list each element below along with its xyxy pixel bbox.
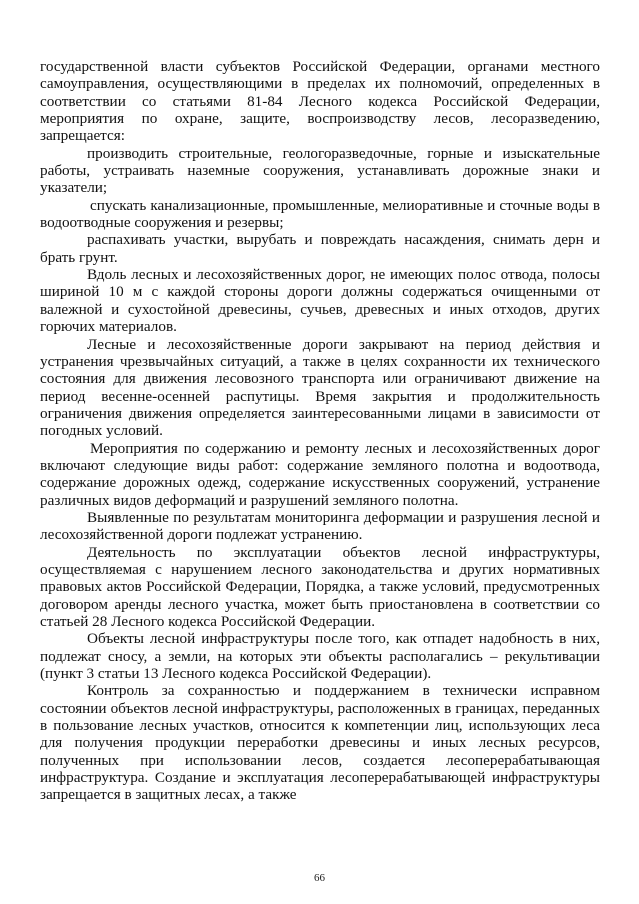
paragraph: Мероприятия по содержанию и ремонту лесных и лесохозяйственных дорог включают следующие виды работ: содержание земляного полотна и водоотвода, содержание дорожных одежд, содержание искусственных сооружений, устранение различных видов деформаций и разрушений земляного полотна. [40,439,600,509]
list-item: распахивать участки, вырубать и повреждать насаждения, снимать дерн и брать грунт. [40,231,600,266]
list-item: производить строительные, геологоразведочные, горные и изыскательные работы, устраивать наземные сооружения, устанавливать дорожные знаки и указатели; [40,144,600,197]
paragraph: Деятельность по эксплуатации объектов лесной инфраструктуры, осуществляемая с нарушением лесного законодательства и других нормативных правовых актов Российской Федерации, Порядка, а также условий, предусмотренных договором аренды лесного участка, может быть приостановлена в соответствии со статьей 28 Лесного кодекса Российской Федерации. [40,543,600,630]
list-item: спускать канализационные, промышленные, мелиоративные и сточные воды в водоотводные сооружения и резервы; [40,196,600,232]
body-text [40,58,600,804]
paragraph: Объекты лесной инфраструктуры после того, как отпадет надобность в них, подлежат сносу, а земли, на которых эти объекты располагались – рекультивации (пункт 3 статьи 13 Лесного кодекса Российской Федерации). [40,630,600,683]
paragraph: государственной власти субъектов Российской Федерации, органами местного самоуправления, осуществляющими в пределах их полномочий, определенных в соответствии со статьями 81-84 Лесного кодекса Российской Федерации, мероприятия по охране, защите, воспроизводству лесов, лесоразведению, запрещается: [40,58,600,145]
paragraph: Лесные и лесохозяйственные дороги закрывают на период действия и устранения чрезвычайных ситуаций, а также в целях сохранности их технического состояния для движения лесовозного транспорта или ограничивают движение на период весенне-осенней распутицы. Время закрытия и продолжительность ограничения движения определяется заинтересованными лицами в зависимости от погодных условий. [40,335,600,440]
page-number: 66 [314,872,325,884]
paragraph: Выявленные по результатам мониторинга деформации и разрушения лесной и лесохозяйственной дороги подлежат устранению. [40,508,600,544]
paragraph: Вдоль лесных и лесохозяйственных дорог, не имеющих полос отвода, полосы шириной 10 м с каждой стороны дороги должны содержаться очищенными от валежной и сухостойной древесины, сучьев, древесных и иных отходов, других горючих материалов. [40,266,600,336]
paragraph: Контроль за сохранностью и поддержанием в технически исправном состоянии объектов лесной инфраструктуры, расположенных в границах, переданных в пользование лесных участков, относится к компетенции лиц, использующих леса для получения продукции переработки древесины и иных лесных ресурсов, полученных при использовании лесов, создается лесоперерабатывающая инфраструктура. Создание и эксплуатация лесоперерабатывающей инфраструктуры запрещается в защитных лесах, а также [40,682,600,804]
